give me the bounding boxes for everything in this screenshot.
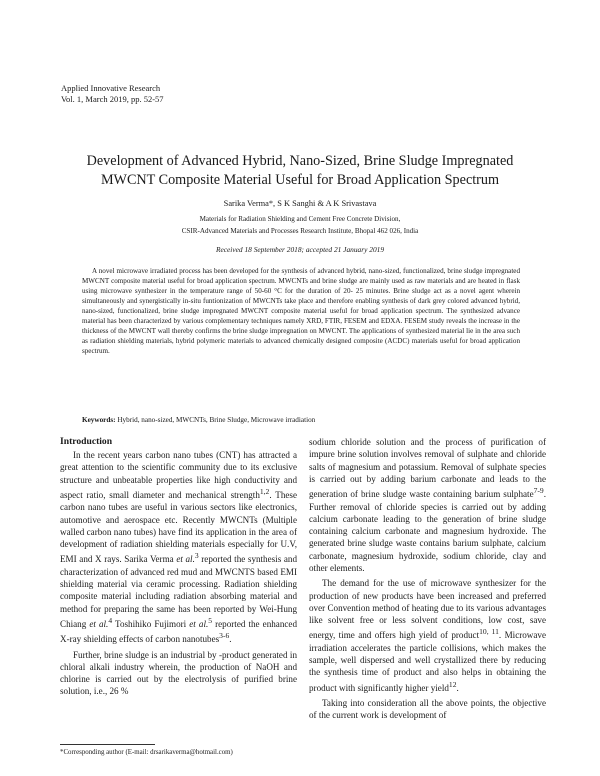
intro-paragraph-2: Further, brine sludge is an industrial by -product generated in chloral alkali industry wherein, the production of NaOH and chlorine is carried out by the electrolysis of purified brine solution, i.e., 26 %	[60, 649, 297, 697]
intro-paragraph-1: In the recent years carbon nano tubes (CNT) has attracted a great attention to the scientific community due to its exclusive structure and unbeatable properties like high conductivity and aspect ratio, small diameter and mechanical strength$^{1,2}$. These carbon nano tubes are useful in various sectors like electronics, automotive and aerospace etc. Recently MWCNTs (Multiple walled carbon nano tubes) have find its application in the area of development of radiation shielding materials especially for U.V, EMI and X rays. Sarika Verma et al.$^3$ reported the synthesis and characterization of advanced red mud and MWCNTS based EMI shielding material via ceramic processing. Radiation shielding composite material including radiation absorbing material and method for preparing the same has been reported by Wei-Hung Chiang et al.$^4$ Toshihiko Fujimori et al.$^5$ reported the enhanced X-ray shielding effects of carbon nanotubes$^{3-6}$.	[60, 450, 298, 645]
received-dates: Received 18 September 2018; accepted 21 January 2019	[215, 245, 385, 254]
journal-issue: Vol. 1, March 2019, pp. 52-57	[61, 94, 164, 104]
left-column	[60, 436, 297, 698]
intro-paragraph-4: The demand for the use of microwave synthesizer for the production of new products have been increased and preferred over Convention method of heating due to its various advantages like solvent free or less solvent conditions, low cost, save energy, time and offers high yield of product$^{10, 11}$. Microwave irradiation accelerates the particle collisions, which makes the sample, well dispersed and well crystallized there by reducing the synthesis time of product and also helps in obtaining the product with significantly higher yield$^{12}$.	[309, 578, 546, 693]
intro-paragraph-5: Taking into consideration all the above points, the objective of the current work is development of	[309, 698, 546, 721]
intro-paragraph-3: sodium chloride solution and the process of purification of impure brine solution involves removal of sulphate and chloride salts of magnesium and potassium. Removal of sulphate species is carried out by adding barium carbonate and leads to the generation of brine sludge waste containing barium sulphate$^{7-9}$. Further removal of chloride species is carried out by adding calcium carbonate leading to the generation of brine sludge containing calcium carbonate and magnesium hydroxide. The generated brine sludge waste contains barium sulphate, calcium carbonate, magnesium hydroxide, sodium chloride, clay and other elements.	[309, 437, 546, 573]
keywords-label: Keywords:	[82, 416, 116, 424]
corresponding-author-footnote: *Corresponding author (E-mail: drsarikaverma@hotmail.com)	[60, 749, 233, 756]
authors: Sarika Verma*, S K Sanghi & A K Srivastava	[223, 199, 377, 208]
journal-header	[61, 83, 164, 105]
keywords	[82, 416, 522, 424]
affiliation-line-2: CSIR-Advanced Materials and Processes Research Institute, Bhopal 462 026, India	[181, 227, 419, 235]
journal-name: Applied Innovative Research	[61, 83, 161, 93]
paper-title: Development of Advanced Hybrid, Nano-Sized, Brine Sludge Impregnated MWCNT Composite Material Useful for Broad Application Spectrum	[86, 153, 514, 188]
footnote-divider	[60, 744, 155, 745]
abstract: A novel microwave irradiated process has been developed for the synthesis of advanced hybrid, nano-sized, functionalized, brine sludge impregnated MWCNT composite material useful for broad application spectrum. MWCNTs and brine sludge are mainly used as raw materials and are heated in flask using microwave synthesizer in the temperature range of 50-60 °C for the duration of 20- 25 minutes. Brine sludge act as a novel agent wherein simultaneously and synergistically in-situ funtionization of MWCNTs take place and therefore enabling synthesis of dark grey colored advanced hybrid, nano-sized, functionalized, brine sludge impregnated MWCNT composite material useful for broad application spectrum. The synthesized advance material has been characterized by various complementary techniques namely XRD, FTIR, FESEM and EDXA. FESEM study reveals the increase in the thickness of the MWCNT wall thereby confirms the brine sludge impregnation on MWCNT. The applications of synthesized material lie in the area such as radiation shielding materials, hybrid polymeric materials to advanced chemically designed composite (ACDC) materials useful for broad application spectrum.	[82, 267, 520, 355]
affiliation-line-1: Materials for Radiation Shielding and Cement Free Concrete Division,	[199, 215, 401, 223]
affiliation	[0, 213, 600, 237]
right-column	[309, 436, 546, 722]
introduction-heading: Introduction	[60, 436, 113, 447]
keywords-text: Hybrid, nano-sized, MWCNTs, Brine Sludge, Microwave irradiation	[117, 416, 316, 424]
